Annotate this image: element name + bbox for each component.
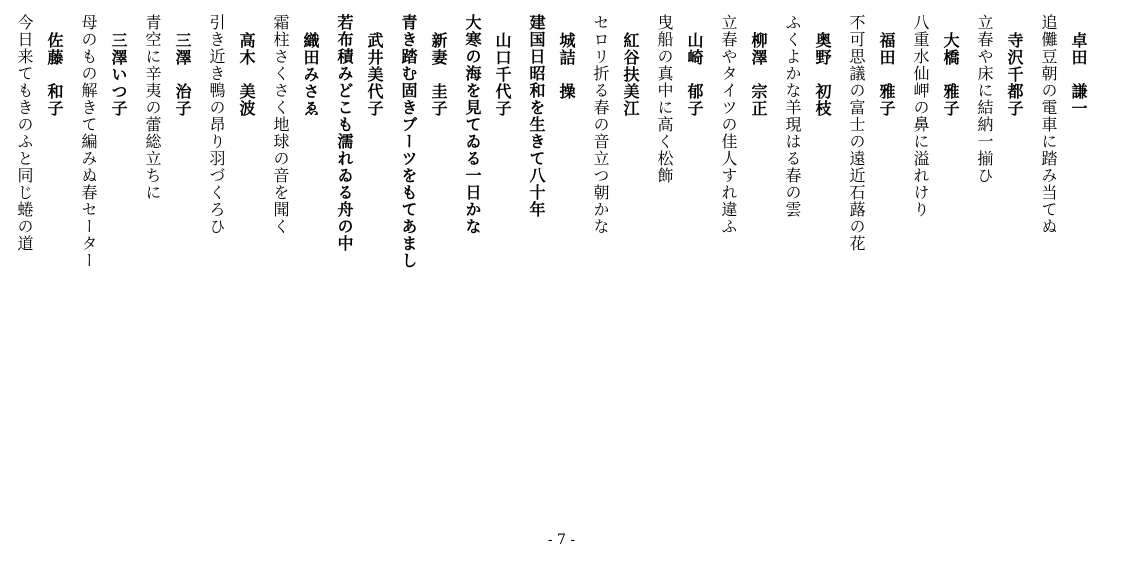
haiku-list xyxy=(13,12,1093,512)
haiku-author: 三澤いつ子 xyxy=(109,32,128,117)
haiku-poem: 今日来てもきのふと同じ蜷の道 xyxy=(15,14,34,252)
haiku-author: 卓田 謙一 xyxy=(1069,32,1088,117)
haiku-author: 大橋 雅子 xyxy=(941,32,960,117)
haiku-entry xyxy=(265,12,325,235)
haiku-poem: 不可思議の富士の遠近石蕗の花 xyxy=(847,14,866,252)
haiku-poem: 建国日昭和を生きて八十年 xyxy=(527,14,546,218)
haiku-author: 柳澤 宗正 xyxy=(749,32,768,117)
haiku-entry xyxy=(841,12,901,252)
haiku-author: 山崎 郁子 xyxy=(685,32,704,117)
haiku-author: 紅谷扶美江 xyxy=(621,32,640,117)
haiku-entry xyxy=(713,12,773,235)
haiku-author: 佐藤 和子 xyxy=(45,32,64,117)
haiku-poem: 引き近き鴨の昂り羽づくろひ xyxy=(207,14,226,235)
haiku-poem: 大寒の海を見てゐる一日かな xyxy=(463,14,482,235)
haiku-author: 織田みさゑ xyxy=(301,32,320,117)
haiku-poem: セロリ折る春の音立つ朝かな xyxy=(591,14,610,235)
haiku-poem: 霜柱さくさく地球の音を聞く xyxy=(271,14,290,235)
haiku-entry xyxy=(1033,12,1093,235)
haiku-author: 新妻 圭子 xyxy=(429,32,448,117)
haiku-author: 武井美代子 xyxy=(365,32,384,117)
haiku-author: 奥野 初枝 xyxy=(813,32,832,117)
haiku-entry xyxy=(521,12,581,218)
haiku-author: 寺沢千都子 xyxy=(1005,32,1024,117)
haiku-entry xyxy=(137,12,197,201)
haiku-entry xyxy=(457,12,517,235)
haiku-entry xyxy=(329,12,389,252)
haiku-entry xyxy=(393,12,453,269)
haiku-entry xyxy=(777,12,837,218)
haiku-poem: 若布積みどこも濡れゐる舟の中 xyxy=(335,14,354,252)
haiku-author: 城詰 操 xyxy=(557,32,576,100)
haiku-entry xyxy=(649,12,709,184)
haiku-entry xyxy=(585,12,645,235)
haiku-author: 福田 雅子 xyxy=(877,32,896,117)
haiku-poem: 追儺豆朝の電車に踏み当てぬ xyxy=(1039,14,1058,235)
page-number: - 7 - xyxy=(547,532,576,548)
haiku-entry xyxy=(969,12,1029,184)
haiku-author: 高木 美波 xyxy=(237,32,256,117)
haiku-poem: 立春やタイツの佳人すれ違ふ xyxy=(719,14,738,235)
haiku-author: 三澤 治子 xyxy=(173,32,192,117)
haiku-poem: 八重水仙岬の鼻に溢れけり xyxy=(911,14,930,218)
haiku-poem: 曳船の真中に高く松飾 xyxy=(655,14,674,184)
haiku-poem: 母のもの解きて編みぬ春セーター xyxy=(79,14,98,269)
haiku-poem: 立春や床に結納一揃ひ xyxy=(975,14,994,184)
haiku-poem: 青空に辛夷の蕾総立ちに xyxy=(143,14,162,201)
haiku-author: 山口千代子 xyxy=(493,32,512,117)
haiku-entry xyxy=(73,12,133,269)
haiku-poem: ふくよかな羊現はる春の雲 xyxy=(783,14,802,218)
haiku-entry xyxy=(201,12,261,235)
haiku-entry xyxy=(9,12,69,252)
haiku-entry xyxy=(905,12,965,218)
haiku-poem: 青き踏む固きブーツをもてあまし xyxy=(399,14,418,269)
